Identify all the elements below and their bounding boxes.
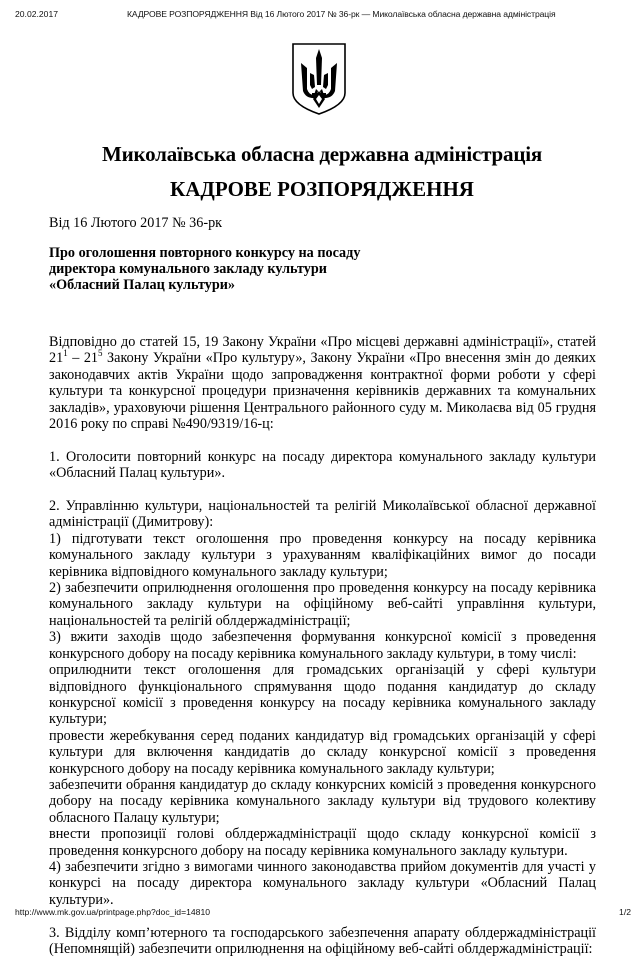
print-date: 20.02.2017 (15, 9, 59, 19)
item-2-sub-1: 1) підготувати текст оголошення про проведення конкурсу на посаду керівника комунального закладу культури з урахуванням кваліфікаційних вимог до посади керівника відповідного комунального закладу культури; (49, 530, 596, 580)
superscript: 1 (63, 348, 68, 359)
item-2-sub-3-d: внести пропозиції голові облдержадміністрації щодо складу конкурсної комісії з проведення конкурсного добору на посаду керівника комунального закладу культури. (49, 826, 596, 859)
item-2 (49, 498, 596, 908)
item-2-sub-2: 2) забезпечити оприлюднення оголошення про проведення конкурсу на посаду керівника комунального закладу культури на офіційному веб-сайті управління культури, національностей та релігій облдержадміністрації; (49, 580, 596, 629)
preamble-part-2: – 21 (67, 350, 99, 367)
item-3: 3. Відділу комп’ютерного та господарського забезпечення апарату облдержадміністрації (Непомнящій) забезпечити оприлюднення на офіційному веб-сайті облдержадміністрації: (49, 924, 596, 957)
item-2-sub-3-c: забезпечити обрання кандидатур до складу конкурсних комісій з проведення конкурсного добору на посаду керівника комунального закладу культури від трудового колективу обласного Палацу культури; (49, 776, 596, 826)
preamble-part-1: Відповідно до статей 15, 19 Закону України «Про місцеві державні адміністрації», статей 21 (49, 334, 596, 367)
ukraine-trident-coat-of-arms-icon (290, 41, 348, 117)
document-date-number: Від 16 Лютого 2017 № 36-рк (49, 215, 223, 231)
item-2-sub-3: 3) вжити заходів щодо забезпечення формування конкурсної комісії з проведення конкурсного добору на посаду керівника комунального закладу культури, в тому числі: (49, 629, 596, 662)
document-type: КАДРОВЕ РОЗПОРЯДЖЕННЯ (170, 177, 474, 201)
preamble (49, 334, 596, 432)
print-footer (0, 907, 644, 921)
superscript: 5 (98, 348, 103, 359)
document-body (49, 334, 596, 974)
item-2-sub-4: 4) забезпечити згідно з вимогами чинного законодавства прийом документів для участі у конкурсі на посаду директора комунального закладу культури «Обласний Палац культури». (49, 858, 596, 908)
print-page-title: КАДРОВЕ РОЗПОРЯДЖЕННЯ Від 16 Лютого 2017 № 36-рк — Миколаївська обласна державна адміністрація (127, 9, 556, 19)
item-2-sub-3-a: оприлюднити текст оголошення для громадських організацій у сфері культури відповідного функціонального спрямування щодо подання кандидатур до складу конкурсної комісії з проведення конкурсу на посаду керівника комунального закладу культури; (49, 662, 596, 728)
subject-line: директора комунального закладу культури (49, 261, 327, 278)
print-header (0, 9, 644, 23)
item-1: 1. Оголосити повторний конкурс на посаду директора комунального закладу культури «Обласний Палац культури». (49, 448, 596, 482)
page-number: 1/2 (619, 907, 631, 917)
item-2-intro: 2. Управлінню культури, національностей та релігій Миколаївської обласної державної адміністрації (Димитрову): (49, 498, 596, 531)
organization-name: Миколаївська обласна державна адміністрація (101, 142, 543, 166)
subject-line: Про оголошення повторного конкурсу на посаду (49, 245, 361, 261)
preamble-part-3: Закону України «Про культуру», Закону України «Про внесення змін до деяких законодавчих актів України щодо запровадження контрактної форми роботи у сфері культури та конкурсної процедури призначення керівників державних та комунальних закладів», ураховуючи рішення Центрального районного суду м. Миколаєва від 05 грудня 2016 року по справі №490/9319/16-ц: (49, 350, 596, 433)
subject-line: «Обласний Палац культури» (49, 277, 235, 294)
item-2-sub-3-b: провести жеребкування серед поданих кандидатур від громадських організацій у сфері культури для включення кандидатів до складу конкурсної комісії з проведення конкурсного добору на посаду керівника комунального закладу культури; (49, 727, 596, 777)
document-subject (49, 245, 596, 294)
print-url[interactable]: http://www.mk.gov.ua/printpage.php?doc_id=14810 (15, 907, 211, 917)
